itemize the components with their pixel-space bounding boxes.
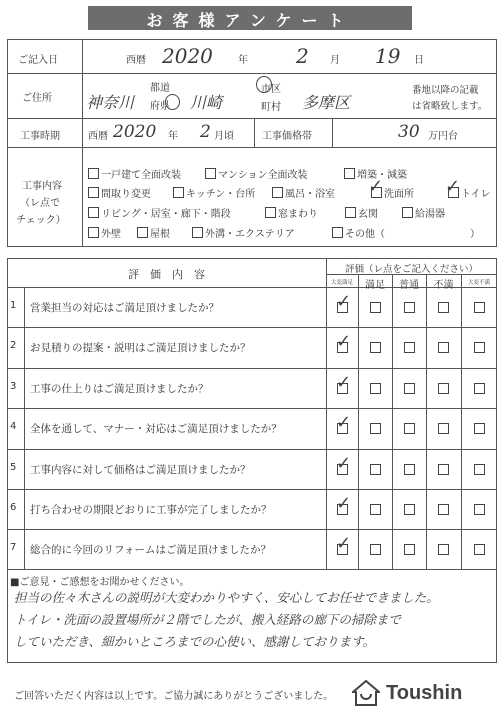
address-note-2: は省略致します。 — [412, 101, 488, 112]
record-date-era: 西暦 — [126, 55, 146, 66]
price-band-label: 工事価格帯 — [262, 131, 312, 142]
evaluation-header: 評 価 内 容 — [128, 268, 205, 281]
work-option[interactable]: 間取り変更 — [88, 185, 151, 200]
check-mark-icon: ✓ — [336, 331, 352, 353]
work-option[interactable]: 外壁 — [88, 225, 121, 240]
row-divider — [7, 489, 497, 490]
prefecture-circle — [165, 94, 180, 110]
work-option[interactable]: 窓まわり — [265, 205, 318, 220]
rating-checkbox[interactable] — [404, 302, 415, 313]
comment-line-2: トイレ・洗面の設置場所が２階でしたが、搬入経路の廊下の掃除まで — [14, 612, 401, 627]
address-city-label: 市区 — [261, 84, 281, 95]
rating-checkbox[interactable] — [438, 504, 449, 515]
city-circle — [256, 76, 272, 93]
work-option[interactable]: 屋根 — [137, 225, 170, 240]
work-period-era: 西暦 — [88, 131, 108, 142]
check-mark-icon: ✓ — [368, 176, 384, 197]
question-number: 5 — [10, 461, 17, 473]
question-number: 4 — [10, 421, 17, 433]
rating-checkbox[interactable] — [370, 423, 381, 434]
record-date-label: ご記入日 — [18, 55, 58, 66]
work-option[interactable]: 洗面所 — [371, 185, 414, 200]
question-number: 3 — [10, 380, 17, 392]
rating-checkbox[interactable] — [438, 544, 449, 555]
address-note-1: 番地以降の記載 — [412, 85, 479, 96]
question-text: 営業担当の対応はご満足頂けましたか？ — [30, 302, 219, 314]
record-date-month: 2 — [296, 44, 309, 68]
rating-checkbox[interactable] — [438, 302, 449, 313]
work-period-label: 工事時期 — [20, 131, 60, 142]
rating-checkbox[interactable] — [404, 504, 415, 515]
address-pref-bottom: 府県 — [150, 101, 170, 112]
rating-checkbox[interactable] — [474, 383, 485, 394]
work-option[interactable]: 玄関 — [345, 205, 378, 220]
rating-checkbox[interactable] — [404, 464, 415, 475]
rating-checkbox[interactable] — [370, 302, 381, 313]
question-number: 7 — [10, 542, 17, 554]
work-period-year-unit: 年 — [168, 131, 178, 142]
question-text: 工事内容に対して価格はご満足頂けましたか？ — [30, 463, 251, 476]
work-option[interactable]: キッチン・台所 — [173, 185, 255, 200]
record-date-year: 2020 — [162, 44, 213, 68]
work-option[interactable]: その他（ — [332, 225, 385, 240]
work-option[interactable]: 外溝・エクステリア — [192, 225, 295, 240]
scale-very-satisfied: 大変満足 — [330, 280, 353, 286]
question-number: 1 — [10, 300, 17, 311]
row-divider — [7, 408, 497, 409]
question-number: 6 — [10, 502, 17, 513]
comment-line-1: 担当の佐々木さんの説明が大変わかりやすく、安心してお任せできました。 — [14, 590, 439, 605]
rating-checkbox[interactable] — [370, 504, 381, 515]
rating-checkbox[interactable] — [474, 544, 485, 555]
record-date-day: 19 — [375, 44, 401, 68]
rating-checkbox[interactable] — [404, 342, 415, 353]
scale-satisfied: 満足 — [365, 280, 385, 291]
rating-checkbox[interactable] — [474, 504, 485, 515]
check-mark-icon: ✓ — [336, 291, 352, 312]
comment-line-3: していただき、細かいところまでの心使い、感謝しております。 — [14, 634, 376, 649]
check-mark-icon: ✓ — [336, 412, 352, 434]
work-option[interactable]: トイレ — [448, 185, 491, 200]
work-option[interactable]: 増築・減築 — [344, 166, 407, 181]
question-text: 工事の仕上りはご満足頂けましたか？ — [30, 382, 209, 395]
scale-neutral: 普通 — [399, 280, 419, 291]
record-date-day-unit: 日 — [414, 55, 424, 66]
record-date-month-unit: 月 — [330, 55, 340, 66]
check-mark-icon: ✓ — [336, 452, 352, 474]
rating-checkbox[interactable] — [370, 342, 381, 353]
price-band-value: 30 — [398, 122, 420, 142]
record-date-year-unit: 年 — [238, 55, 248, 66]
address-prefecture: 神奈川 — [86, 93, 135, 112]
row-divider — [7, 368, 497, 369]
rating-checkbox[interactable] — [474, 342, 485, 353]
address-town-label: 町村 — [261, 102, 281, 113]
work-option[interactable]: 給湯器 — [402, 205, 445, 220]
rating-checkbox[interactable] — [404, 544, 415, 555]
address-ward: 多摩区 — [302, 93, 351, 112]
rating-checkbox[interactable] — [438, 464, 449, 475]
rating-checkbox[interactable] — [404, 423, 415, 434]
other-close-paren: ） — [470, 229, 480, 240]
rating-checkbox[interactable] — [370, 544, 381, 555]
rating-header: 評価（レ点をご記入ください） — [344, 264, 478, 275]
question-text: 打ち合わせの期限どおりに工事が完了しましたか？ — [30, 504, 272, 516]
row-divider — [7, 529, 497, 530]
work-content-label-1: 工事内容 — [22, 181, 62, 192]
rating-checkbox[interactable] — [474, 464, 485, 475]
price-band-unit: 万円台 — [428, 131, 458, 142]
rating-checkbox[interactable] — [438, 383, 449, 394]
house-logo-icon — [352, 680, 380, 706]
work-period-year: 2020 — [113, 122, 157, 142]
rating-checkbox[interactable] — [438, 342, 449, 353]
rating-checkbox[interactable] — [370, 464, 381, 475]
rating-checkbox[interactable] — [474, 302, 485, 313]
work-content-label-3: チェック） — [16, 215, 66, 226]
scale-dissatisfied: 不満 — [433, 280, 454, 291]
check-mark-icon: ✓ — [336, 493, 352, 514]
question-text: 総合的に今回のリフォームはご満足頂けましたか？ — [30, 544, 271, 557]
row-divider — [7, 327, 497, 328]
address-city: 川崎 — [190, 93, 223, 112]
work-period-month: 2 — [200, 122, 211, 142]
question-text: お見積りの提案・説明はご満足頂けましたか？ — [30, 342, 251, 355]
brand-name: Toushin — [386, 682, 463, 704]
address-pref-top: 都道 — [150, 83, 170, 94]
work-period-month-unit: 月頃 — [214, 131, 234, 142]
check-mark-icon: ✓ — [336, 371, 352, 393]
check-mark-icon: ✓ — [336, 533, 352, 555]
work-option[interactable]: マンション全面改装 — [205, 166, 308, 181]
rating-checkbox[interactable] — [404, 383, 415, 394]
work-option[interactable]: リビング・居室・廊下・階段 — [88, 205, 231, 220]
question-number: 2 — [10, 340, 17, 352]
comments-label: ■ご意見・ご感想をお聞かせください。 — [10, 577, 190, 588]
work-option[interactable]: 風呂・浴室 — [272, 185, 335, 200]
scale-very-dissatisfied: 大変不満 — [467, 280, 490, 286]
work-content-label-2: （レ点で — [20, 198, 60, 209]
rating-checkbox[interactable] — [438, 423, 449, 434]
footer-thanks: ご回答いただく内容は以上です。ご協力誠にありがとうございました。 — [14, 691, 334, 702]
row-divider — [7, 449, 497, 450]
check-mark-icon: ✓ — [445, 176, 461, 197]
rating-checkbox[interactable] — [474, 423, 485, 434]
question-text: 全体を通して、マナー・対応はご満足頂けましたか？ — [30, 423, 282, 436]
work-option[interactable]: 一戸建て全面改装 — [88, 166, 181, 181]
rating-checkbox[interactable] — [370, 383, 381, 394]
page-title: お客様アンケート — [146, 11, 354, 30]
address-label: ご住所 — [22, 93, 52, 104]
